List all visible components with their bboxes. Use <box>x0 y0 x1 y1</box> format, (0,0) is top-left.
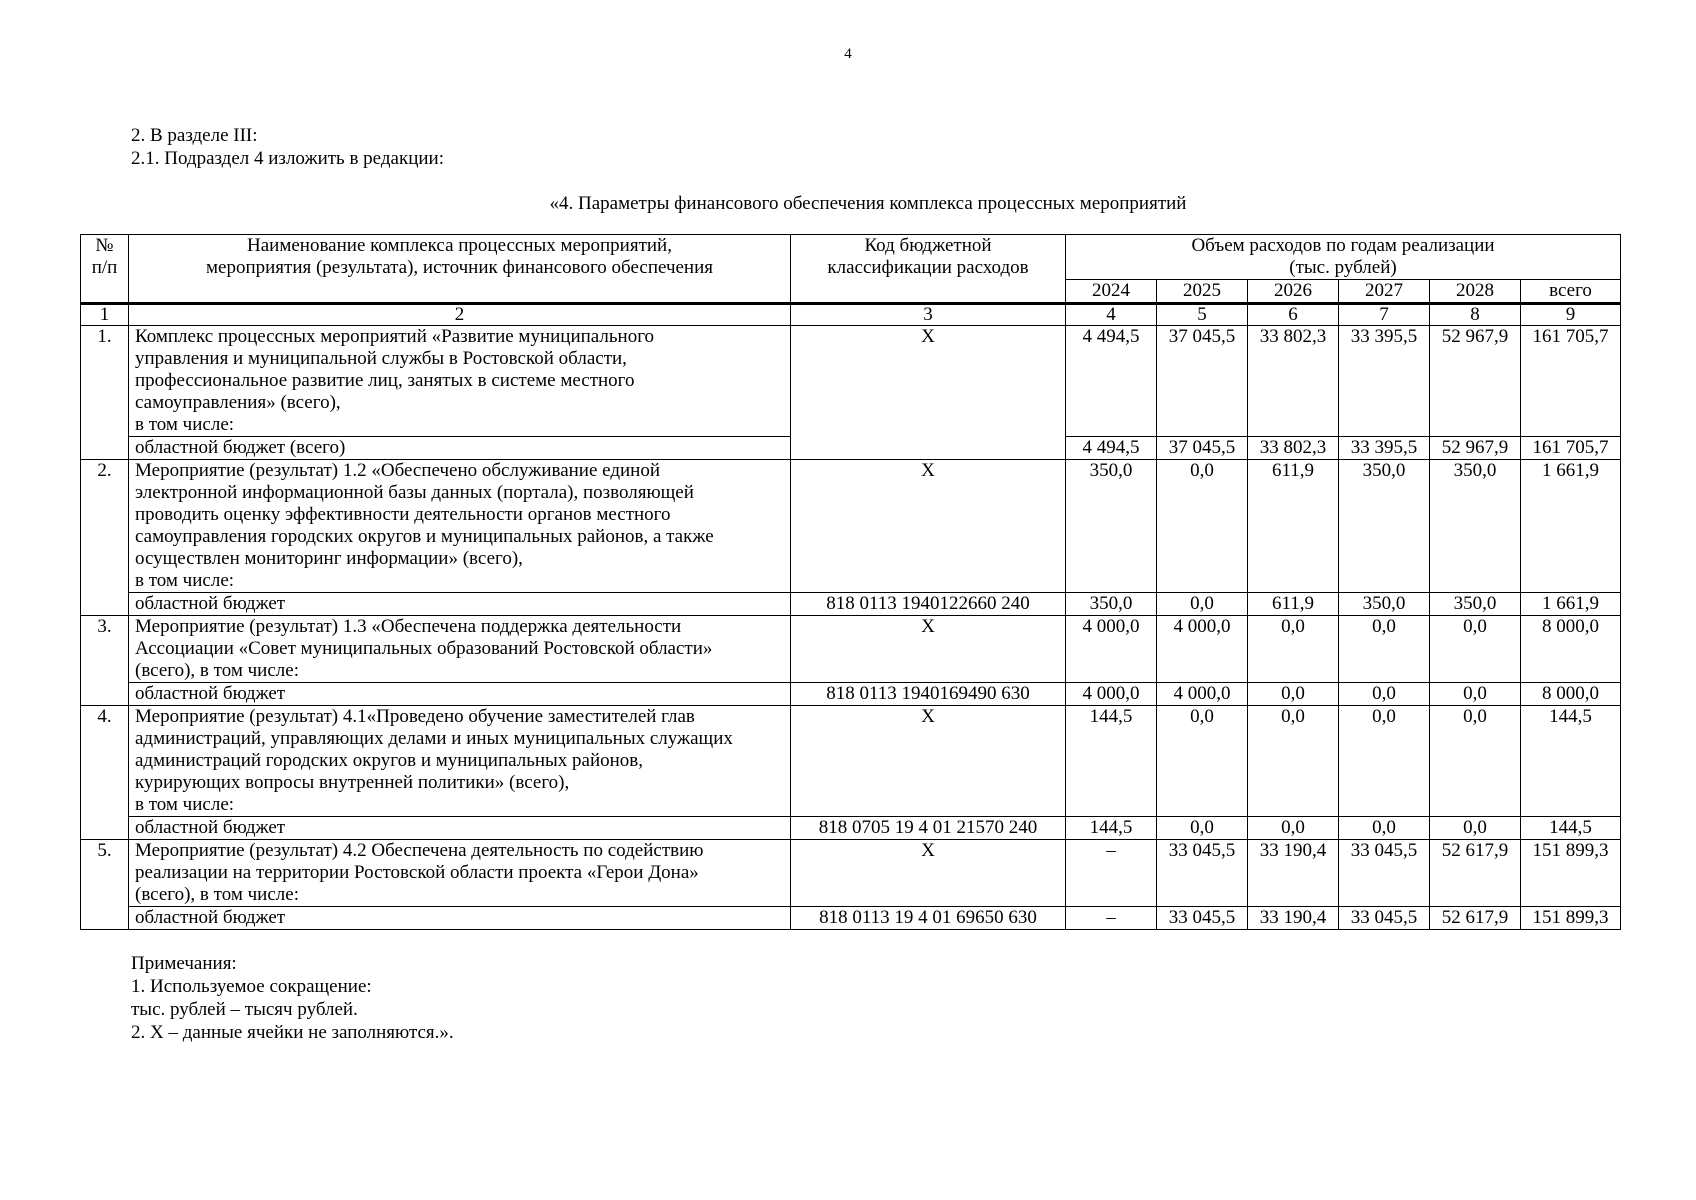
row-name-line: Комплекс процессных мероприятий «Развитие муниципального <box>135 326 655 347</box>
row-code: X <box>791 460 1066 593</box>
subrow-value: 37 045,5 <box>1157 437 1248 460</box>
row-name-line: (всего), в том числе: <box>135 884 299 905</box>
subrow-value: 52 617,9 <box>1430 907 1521 930</box>
row-value: 0,0 <box>1248 706 1339 817</box>
header-name <box>129 235 791 304</box>
column-number: 6 <box>1248 304 1339 326</box>
header-code-line-2: классификации расходов <box>827 257 1029 278</box>
row-name-line: администраций городских округов и муниципальных районов, <box>135 750 644 771</box>
row-name-line: реализации на территории Ростовской области проекта «Герои Дона» <box>135 862 699 883</box>
notes <box>131 952 454 1044</box>
subrow-total: 144,5 <box>1521 817 1621 840</box>
column-number: 9 <box>1521 304 1621 326</box>
row-total: 151 899,3 <box>1521 840 1621 907</box>
intro-line-2: 2.1. Подраздел 4 изложить в редакции: <box>131 148 444 169</box>
column-numbers-row <box>81 304 1621 326</box>
row-name-line: в том числе: <box>135 794 235 815</box>
row-value: 4 494,5 <box>1066 326 1157 437</box>
row-total: 8 000,0 <box>1521 616 1621 683</box>
header-volume <box>1066 235 1621 280</box>
row-value: 0,0 <box>1157 706 1248 817</box>
row-value: 4 000,0 <box>1066 616 1157 683</box>
table-row <box>81 326 1621 437</box>
row-name <box>129 460 791 593</box>
subrow-code: 818 0113 1940169490 630 <box>791 683 1066 706</box>
row-name <box>129 616 791 683</box>
row-name-line: курирующих вопросы внутренней политики» (всего), <box>135 772 570 793</box>
column-number: 8 <box>1430 304 1521 326</box>
subrow-value: 350,0 <box>1066 593 1157 616</box>
row-value: 33 802,3 <box>1248 326 1339 437</box>
row-name-line: (всего), в том числе: <box>135 660 299 681</box>
column-number: 5 <box>1157 304 1248 326</box>
table-row <box>81 706 1621 817</box>
subrow-name: областной бюджет <box>129 593 791 616</box>
row-name-line: осуществлен мониторинг информации» (всего), <box>135 548 523 569</box>
page-number: 4 <box>844 46 852 62</box>
subrow-name: областной бюджет <box>129 683 791 706</box>
row-number: 1. <box>81 326 129 460</box>
row-value: 0,0 <box>1339 616 1430 683</box>
row-name-line: проводить оценку эффективности деятельности органов местного <box>135 504 671 525</box>
row-name <box>129 326 791 437</box>
row-value: 33 190,4 <box>1248 840 1339 907</box>
row-code: X <box>791 326 1066 460</box>
subrow-value: 350,0 <box>1339 593 1430 616</box>
note-line: тыс. рублей – тысяч рублей. <box>131 999 358 1020</box>
header-year: 2025 <box>1157 280 1248 304</box>
row-value: 0,0 <box>1248 616 1339 683</box>
header-num <box>81 235 129 304</box>
subrow-total: 161 705,7 <box>1521 437 1621 460</box>
table-title: «4. Параметры финансового обеспечения комплекса процессных мероприятий <box>549 193 1187 214</box>
subrow-code: 818 0705 19 4 01 21570 240 <box>791 817 1066 840</box>
subrow-value: 0,0 <box>1430 683 1521 706</box>
table-row <box>81 460 1621 593</box>
subrow-value: 0,0 <box>1248 817 1339 840</box>
subrow-value: 4 494,5 <box>1066 437 1157 460</box>
table-subrow <box>81 683 1621 706</box>
row-value: 33 045,5 <box>1157 840 1248 907</box>
row-value: 350,0 <box>1430 460 1521 593</box>
subrow-value: 4 000,0 <box>1066 683 1157 706</box>
header-num-line-2: п/п <box>91 257 118 278</box>
header-volume-line-2: (тыс. рублей) <box>1289 257 1397 278</box>
subrow-value: 33 802,3 <box>1248 437 1339 460</box>
row-code: X <box>791 840 1066 907</box>
notes-heading: Примечания: <box>131 953 237 974</box>
row-value: 33 395,5 <box>1339 326 1430 437</box>
subrow-value: 611,9 <box>1248 593 1339 616</box>
subrow-value: 0,0 <box>1157 593 1248 616</box>
subrow-value: 0,0 <box>1430 817 1521 840</box>
row-name-line: Мероприятие (результат) 1.3 «Обеспечена поддержка деятельности <box>135 616 682 637</box>
row-number: 4. <box>81 706 129 840</box>
row-name-line: Мероприятие (результат) 4.2 Обеспечена деятельность по содействию <box>135 840 704 861</box>
column-number: 1 <box>81 304 129 326</box>
row-name-line: самоуправления городских округов и муниципальных районов, а также <box>135 526 714 547</box>
header-num-line-1: № <box>95 235 114 256</box>
row-value: 33 045,5 <box>1339 840 1430 907</box>
intro-text <box>131 124 444 170</box>
row-value: 350,0 <box>1066 460 1157 593</box>
row-value: 52 967,9 <box>1430 326 1521 437</box>
row-value: 4 000,0 <box>1157 616 1248 683</box>
row-value: 52 617,9 <box>1430 840 1521 907</box>
column-number: 4 <box>1066 304 1157 326</box>
header-total: всего <box>1521 280 1621 304</box>
subrow-name: областной бюджет <box>129 817 791 840</box>
row-value: 0,0 <box>1157 460 1248 593</box>
subrow-value: 350,0 <box>1430 593 1521 616</box>
header-year: 2027 <box>1339 280 1430 304</box>
table-subrow <box>81 907 1621 930</box>
row-name-line: самоуправления» (всего), <box>135 392 341 413</box>
row-value: 37 045,5 <box>1157 326 1248 437</box>
header-year: 2028 <box>1430 280 1521 304</box>
row-name <box>129 840 791 907</box>
row-name-line: в том числе: <box>135 414 235 435</box>
row-value: 0,0 <box>1430 706 1521 817</box>
subrow-code: 818 0113 19 4 01 69650 630 <box>791 907 1066 930</box>
row-name-line: Ассоциации «Совет муниципальных образований Ростовской области» <box>135 638 713 659</box>
table-row <box>81 840 1621 907</box>
note-line: 2. X – данные ячейки не заполняются.». <box>131 1022 454 1043</box>
row-name-line: администраций, управляющих делами и иных муниципальных служащих <box>135 728 733 749</box>
subrow-name: областной бюджет <box>129 907 791 930</box>
subrow-value: 0,0 <box>1248 683 1339 706</box>
row-value: 0,0 <box>1339 706 1430 817</box>
row-name <box>129 706 791 817</box>
intro-line-1: 2. В разделе III: <box>131 125 258 146</box>
subrow-value: 0,0 <box>1339 817 1430 840</box>
column-number: 7 <box>1339 304 1430 326</box>
subrow-value: 33 045,5 <box>1157 907 1248 930</box>
row-name-line: профессиональное развитие лиц, занятых в системе местного <box>135 370 635 391</box>
note-line: 1. Используемое сокращение: <box>131 976 372 997</box>
subrow-total: 8 000,0 <box>1521 683 1621 706</box>
subrow-value: 4 000,0 <box>1157 683 1248 706</box>
table-subrow <box>81 817 1621 840</box>
column-number: 3 <box>791 304 1066 326</box>
header-year: 2024 <box>1066 280 1157 304</box>
row-code: X <box>791 706 1066 817</box>
row-number: 5. <box>81 840 129 930</box>
table-row <box>81 616 1621 683</box>
subrow-name: областной бюджет (всего) <box>129 437 791 460</box>
subrow-code: 818 0113 1940122660 240 <box>791 593 1066 616</box>
header-name-line-1: Наименование комплекса процессных мероприятий, <box>247 235 672 256</box>
subrow-value: 0,0 <box>1157 817 1248 840</box>
row-value: – <box>1066 840 1157 907</box>
subrow-value: 33 045,5 <box>1339 907 1430 930</box>
row-name-line: управления и муниципальной службы в Ростовской области, <box>135 348 627 369</box>
row-name-line: Мероприятие (результат) 1.2 «Обеспечено обслуживание единой <box>135 460 661 481</box>
row-number: 3. <box>81 616 129 706</box>
table-subrow <box>81 593 1621 616</box>
header-name-line-2: мероприятия (результата), источник финансового обеспечения <box>205 257 714 278</box>
row-value: 0,0 <box>1430 616 1521 683</box>
row-name-line: в том числе: <box>135 570 235 591</box>
row-name-line: Мероприятие (результат) 4.1«Проведено обучение заместителей глав <box>135 706 695 727</box>
row-total: 161 705,7 <box>1521 326 1621 437</box>
header-row <box>81 235 1621 280</box>
row-value: 611,9 <box>1248 460 1339 593</box>
subrow-value: 33 190,4 <box>1248 907 1339 930</box>
row-total: 144,5 <box>1521 706 1621 817</box>
subrow-value: 52 967,9 <box>1430 437 1521 460</box>
row-value: 144,5 <box>1066 706 1157 817</box>
subrow-total: 1 661,9 <box>1521 593 1621 616</box>
subrow-value: – <box>1066 907 1157 930</box>
header-code-line-1: Код бюджетной <box>864 235 992 256</box>
row-code: X <box>791 616 1066 683</box>
header-year: 2026 <box>1248 280 1339 304</box>
subrow-value: 144,5 <box>1066 817 1157 840</box>
subrow-value: 33 395,5 <box>1339 437 1430 460</box>
row-name-line: электронной информационной базы данных (портала), позволяющей <box>135 482 694 503</box>
header-volume-line-1: Объем расходов по годам реализации <box>1191 235 1495 256</box>
column-number: 2 <box>129 304 791 326</box>
row-total: 1 661,9 <box>1521 460 1621 593</box>
subrow-total: 151 899,3 <box>1521 907 1621 930</box>
row-number: 2. <box>81 460 129 616</box>
header-code <box>791 235 1066 304</box>
financial-table <box>80 234 1621 930</box>
row-value: 350,0 <box>1339 460 1430 593</box>
subrow-value: 0,0 <box>1339 683 1430 706</box>
